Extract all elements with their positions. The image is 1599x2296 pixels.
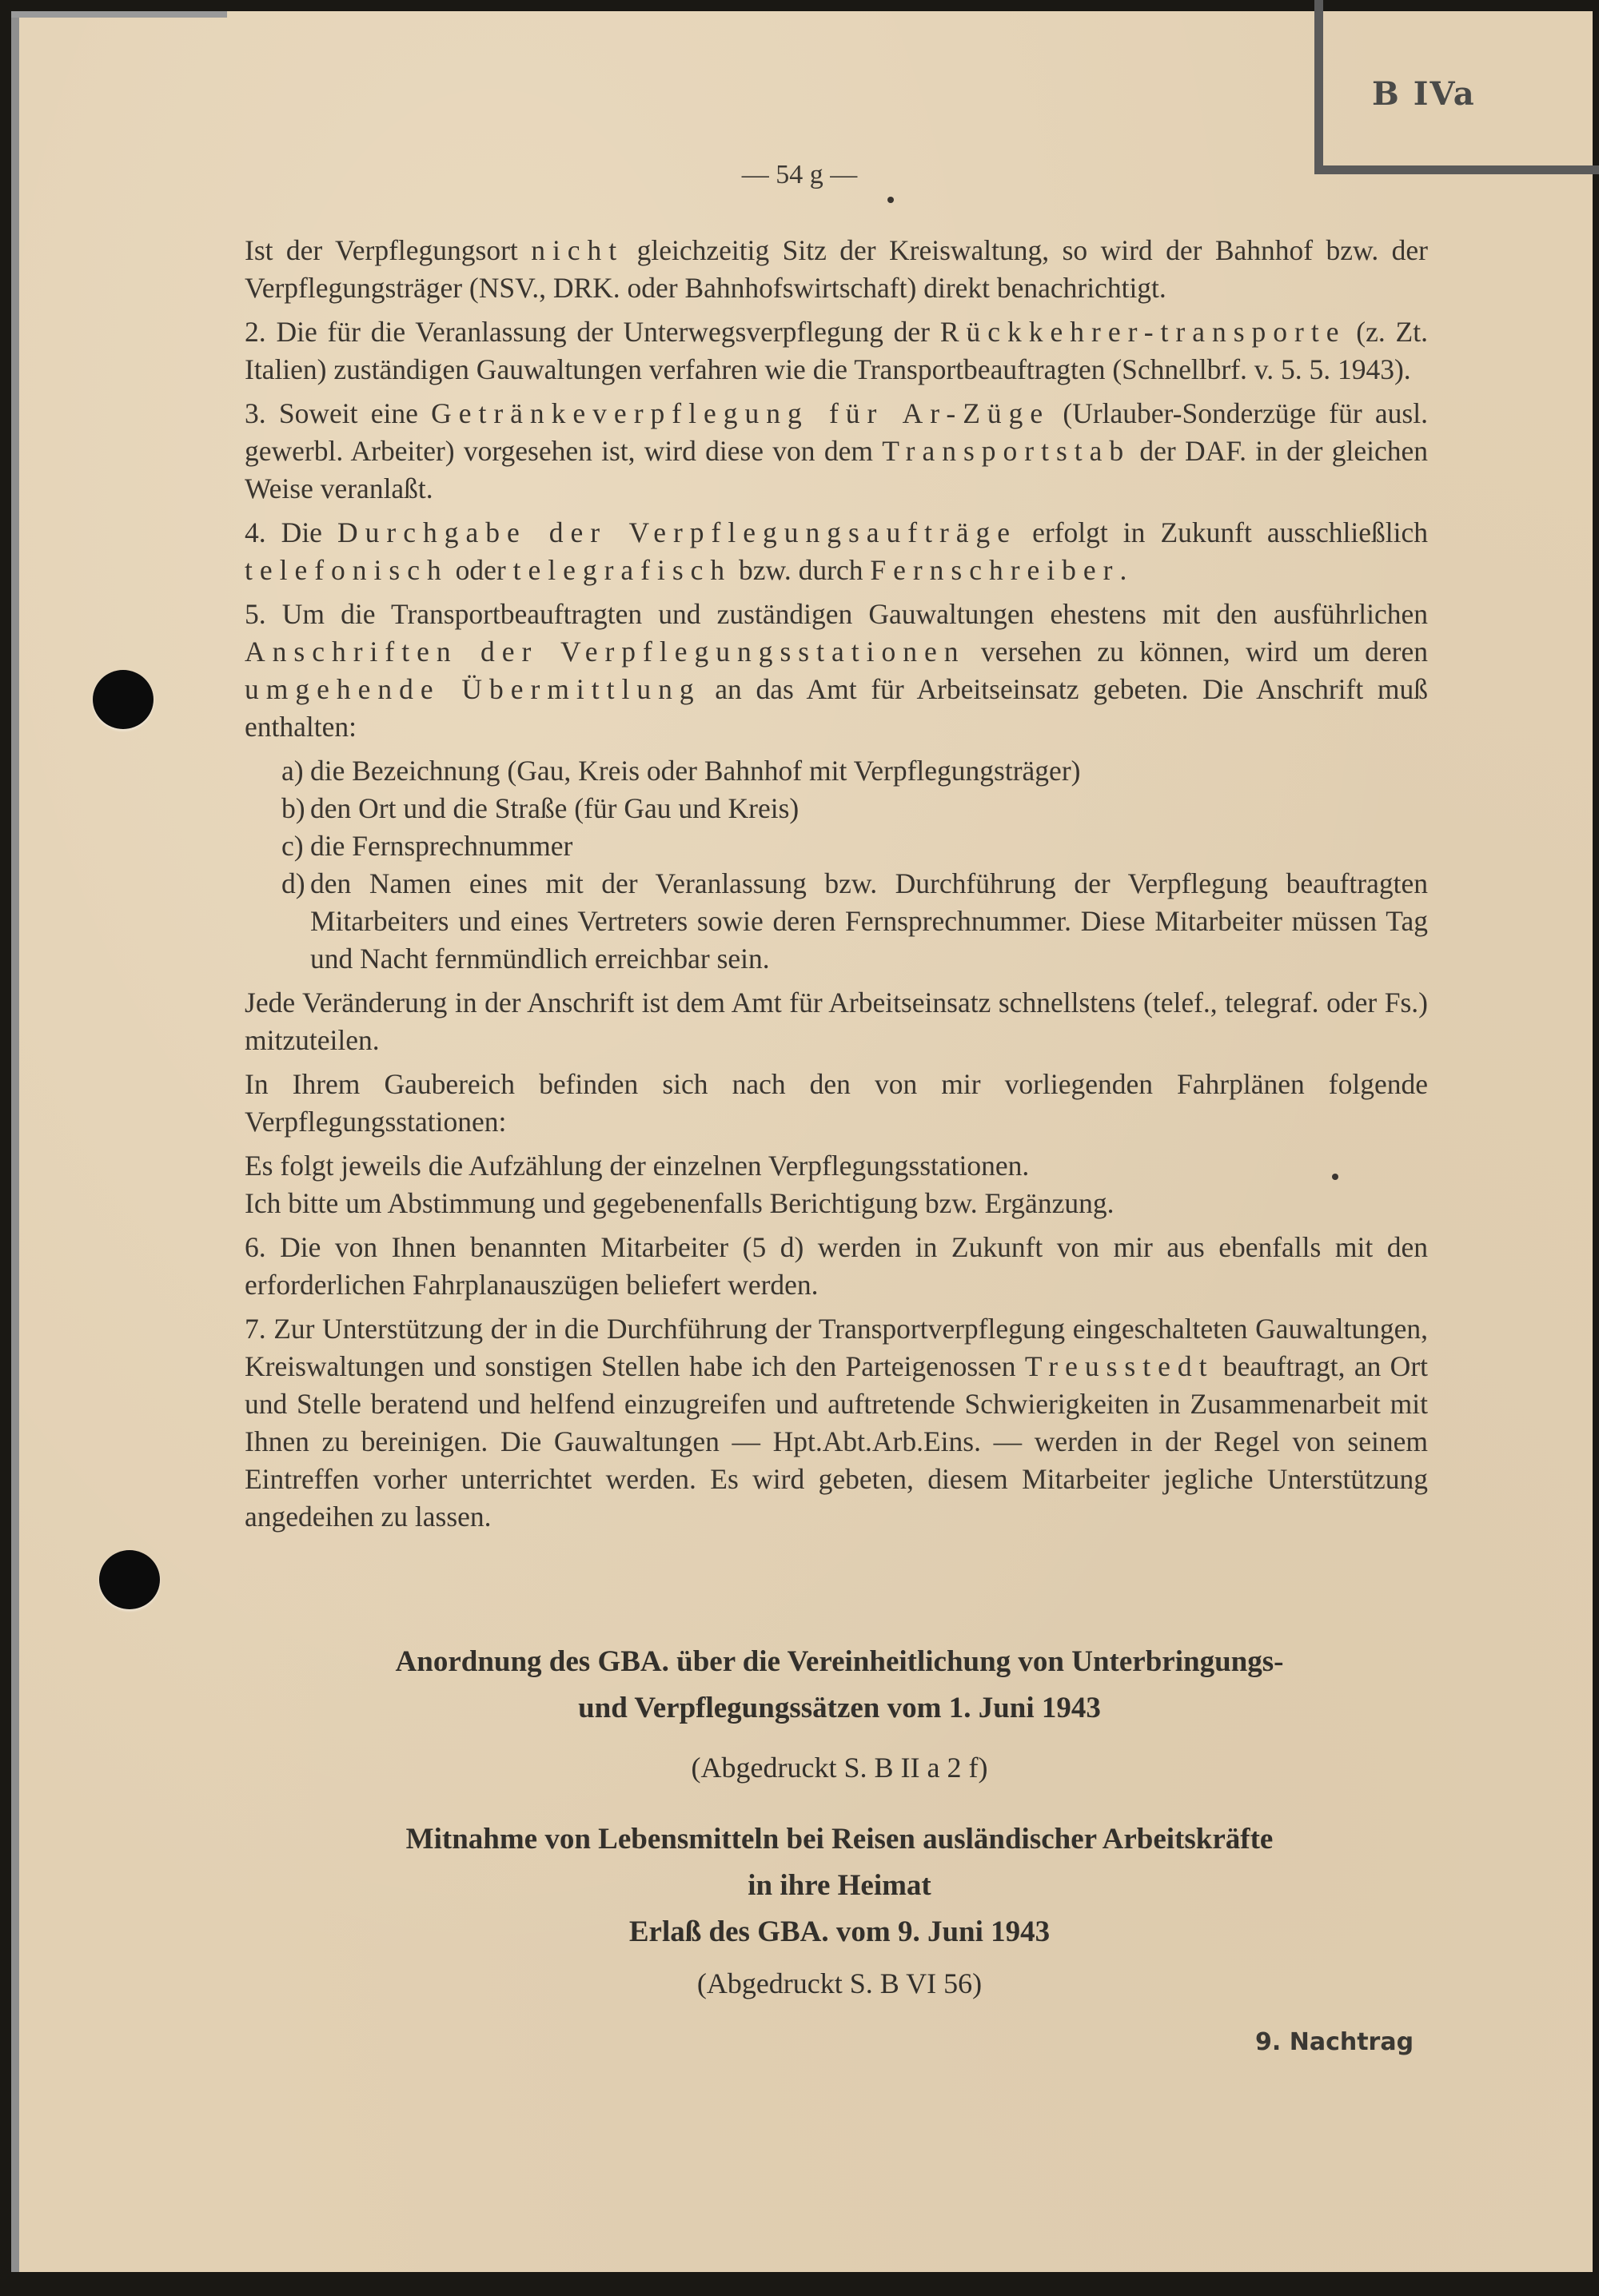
emphasized-text: Durchgabe der Verpflegungsaufträge	[337, 516, 1018, 548]
supplement-label: 9. Nachtrag	[1255, 2028, 1414, 2056]
list-item: a) die Bezeichnung (Gau, Kreis oder Bahnhof mit Verpflegungsträger)	[281, 755, 1081, 787]
text-run: Ist der Verpflegungsort	[245, 234, 532, 266]
paragraph-7	[245, 1310, 1428, 1536]
text-run: 5. Um die Transportbeauftragten und zuständigen Gauwaltungen ehestens mit den ausführlichen	[245, 598, 1428, 630]
section-heading-lebensmittel	[240, 1816, 1439, 2007]
paragraph-4	[245, 514, 1428, 589]
paragraph-change-notice: Jede Veränderung in der Anschrift ist dem Amt für Arbeitseinsatz schnellstens (telef., telegraf. oder Fs.) mitzuteilen.	[245, 987, 1428, 1056]
section-title-line: und Verpflegungssätzen vom 1. Juni 1943	[578, 1692, 1101, 1724]
body-text	[245, 232, 1428, 1542]
emphasized-text: Treusstedt	[1024, 1350, 1214, 1382]
text-run: 4. Die	[245, 516, 337, 548]
section-reference: (Abgedruckt S. B II a 2 f)	[691, 1752, 988, 1784]
paragraph-stations-intro: In Ihrem Gaubereich befinden sich nach den von mir vorliegenden Fahrplänen folgende Verpflegungsstationen:	[245, 1068, 1428, 1138]
text-run: oder	[448, 554, 513, 586]
section-heading-unterbringung	[240, 1639, 1439, 1791]
text-run: bzw. durch	[732, 554, 871, 586]
list-item: c) die Fernsprechnummer	[281, 830, 573, 862]
emphasized-text: telegrafisch	[512, 554, 732, 586]
list-item: b) den Ort und die Straße (für Gau und Kreis)	[281, 792, 800, 824]
paragraph-5	[245, 596, 1428, 746]
text-run: erfolgt in Zukunft ausschließlich	[1017, 516, 1428, 548]
text-run: (z. Zt. Italien) zuständigen Gauwaltungen verfahren wie die Transportbeauftragten (Schnellbrf. v. 5. 5. 1943).	[245, 316, 1428, 385]
section-title-line: in ihre Heimat	[748, 1869, 931, 1902]
paragraph-confirmation: Ich bitte um Abstimmung und gegebenenfalls Berichtigung bzw. Ergänzung.	[245, 1187, 1115, 1219]
section-reference: (Abgedruckt S. B VI 56)	[696, 1967, 983, 1999]
page-number: — 54 g —	[741, 160, 858, 189]
ink-speck	[887, 197, 894, 203]
section-tab-label: B IVa	[1372, 75, 1476, 113]
emphasized-text: Fernschreiber	[870, 554, 1120, 586]
emphasized-text: Transportstab	[882, 435, 1131, 467]
text-run: 3. Soweit eine	[245, 397, 432, 429]
text-run: 7. Zur Unterstützung der in die Durchführung der Transportverpflegung eingeschalteten Gauwaltungen, Kreiswaltungen und sonstigen Stellen habe ich den Parteigenossen	[245, 1313, 1428, 1382]
section-title-line: Anordnung des GBA. über die Vereinheitlichung von Unterbringungs-	[395, 1645, 1284, 1678]
text-run: (Urlauber-Sonderzüge für ausl. gewerbl. Arbeiter) vorgesehen ist, wird diese von dem	[245, 397, 1428, 467]
text-run: an das Amt für Arbeitseinsatz gebeten. Die Anschrift muß enthalten:	[245, 673, 1429, 743]
emphasized-text: telefonisch	[245, 554, 449, 586]
section-title-line: Erlaß des GBA. vom 9. Juni 1943	[628, 1915, 1051, 1948]
text-run: der DAF. in der gleichen Weise veranlaßt.	[245, 435, 1428, 504]
paragraph-3	[245, 395, 1428, 508]
text-run: .	[1119, 554, 1127, 586]
text-run: 2. Die für die Veranlassung der Unterwegsverpflegung der	[245, 316, 940, 348]
emphasized-text: umgehende Übermittlung	[245, 673, 701, 705]
section-title-line: Mitnahme von Lebensmitteln bei Reisen ausländischer Arbeitskräfte	[405, 1823, 1274, 1856]
paragraph-6: 6. Die von Ihnen benannten Mitarbeiter (5 d) werden in Zukunft von mir aus ebenfalls mit den erforderlichen Fahrplanauszügen beliefert werden.	[245, 1231, 1428, 1301]
emphasized-text: nicht	[531, 234, 624, 266]
punch-hole-icon	[93, 670, 154, 729]
list-item: d) den Namen eines mit der Veranlassung bzw. Durchführung der Verpflegung beauftragten Mitarbeiters und eines Vertreters sowie deren Fernsprechnummer. Diese Mitarbeiter müssen Tag und Nacht fernmündlich erreichbar sein.	[281, 867, 1428, 975]
emphasized-text: Rückkehrer-transporte	[939, 316, 1346, 348]
text-run: beauftragt, an Ort und Stelle beratend und helfend einzugreifen und auftretende Schwierigkeiten in Zusammenarbeit mit Ihnen zu bereinigen. Die Gauwaltungen — Hpt.Abt.Arb.Eins. — werden in der Regel von seinem Eintreffen vorher unterrichtet werden. Es wird gebeten, diesem Mitarbeiter jegliche Unterstützung angedeihen zu lassen.	[245, 1350, 1428, 1533]
paragraph-2	[245, 313, 1428, 389]
text-run: versehen zu können, wird um deren	[965, 636, 1428, 668]
address-requirements-list	[245, 752, 1428, 978]
paragraph-intro	[245, 232, 1428, 307]
text-run: gleichzeitig Sitz der Kreiswaltung, so wird der Bahnhof bzw. der Verpflegungsträger (NSV., DRK. oder Bahnhofswirtschaft) direkt benachrichtigt.	[245, 234, 1428, 304]
emphasized-text: Anschriften der Verpflegungsstationen	[245, 636, 966, 668]
paragraph-stations-note: Es folgt jeweils die Aufzählung der einzelnen Verpflegungsstationen.	[245, 1150, 1030, 1182]
emphasized-text: Getränkeverpflegung für Ar-Züge	[431, 397, 1051, 429]
punch-hole-icon	[99, 1550, 160, 1609]
